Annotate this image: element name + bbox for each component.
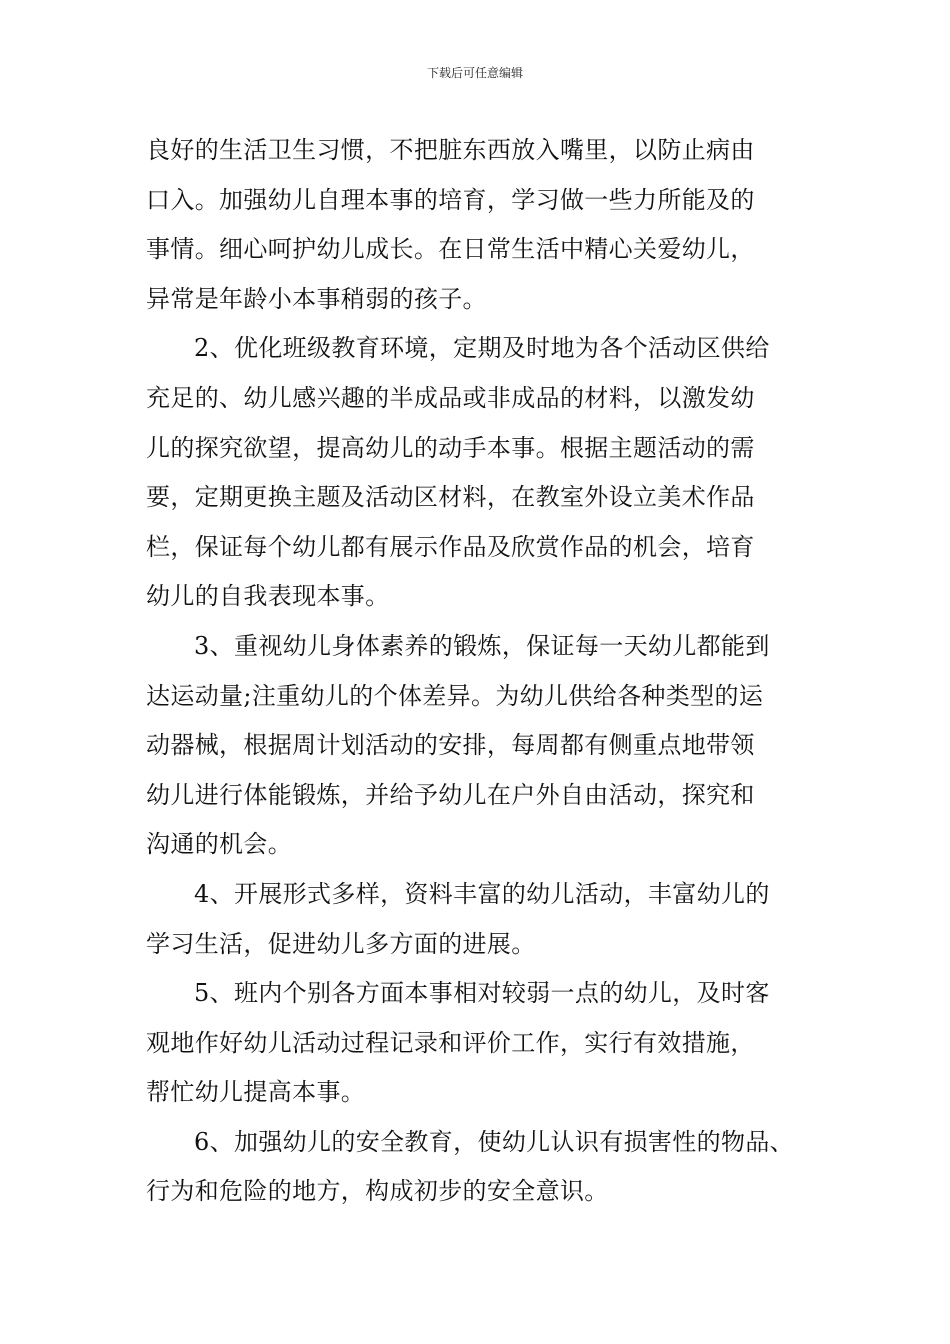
- text-line: 栏，保证每个幼儿都有展示作品及欣赏作品的机会，培育: [146, 532, 755, 561]
- paragraph-5: [146, 969, 826, 1118]
- text-line: 沟通的机会。: [146, 830, 293, 859]
- text-line: 2、优化班级教育环境，定期及时地为各个活动区供给: [194, 334, 770, 363]
- paragraph-2: [146, 324, 826, 622]
- text-line: 5、班内个别各方面本事相对较弱一点的幼儿，及时客: [194, 979, 770, 1008]
- text-line: 3、重视幼儿身体素养的锻炼，保证每一天幼儿都能到: [194, 631, 770, 660]
- text-line: 异常是年龄小本事稍弱的孩子。: [146, 284, 487, 313]
- text-line: 儿的探究欲望，提高幼儿的动手本事。根据主题活动的需: [146, 433, 755, 462]
- text-line: 帮忙幼儿提高本事。: [146, 1078, 366, 1107]
- paragraph-3: [146, 622, 826, 870]
- text-line: 达运动量;注重幼儿的个体差异。为幼儿供给各种类型的运: [146, 681, 764, 710]
- paragraph-1: [146, 126, 826, 324]
- text-line: 幼儿进行体能锻炼，并给予幼儿在户外自由活动，探究和: [146, 780, 755, 809]
- text-line: 学习生活，促进幼儿多方面的进展。: [146, 929, 536, 958]
- text-line: 良好的生活卫生习惯，不把脏东西放入嘴里，以防止病由: [146, 136, 755, 164]
- text-line: 6、加强幼儿的安全教育，使幼儿认识有损害性的物品、: [194, 1127, 795, 1156]
- text-line: 动器械，根据周计划活动的安排，每周都有侧重点地带领: [146, 731, 755, 760]
- paragraph-6: [146, 1118, 826, 1217]
- text-line: 口入。加强幼儿自理本事的培育，学习做一些力所能及的: [146, 185, 755, 214]
- text-line: 幼儿的自我表现本事。: [146, 582, 390, 611]
- text-line: 要，定期更换主题及活动区材料，在教室外设立美术作品: [146, 483, 755, 512]
- text-line: 4、开展形式多样，资料丰富的幼儿活动，丰富幼儿的: [194, 879, 770, 908]
- text-line: 充足的、幼儿感兴趣的半成品或非成品的材料，以激发幼: [146, 383, 755, 412]
- paragraph-4: [146, 870, 826, 969]
- text-line: 事情。细心呵护幼儿成长。在日常生活中精心关爱幼儿，: [146, 235, 755, 264]
- page-header: 下载后可任意编辑: [426, 66, 523, 80]
- text-line: 观地作好幼儿活动过程记录和评价工作，实行有效措施，: [146, 1028, 755, 1057]
- document-body: [146, 126, 826, 1217]
- text-line: 行为和危险的地方，构成初步的安全意识。: [146, 1177, 609, 1206]
